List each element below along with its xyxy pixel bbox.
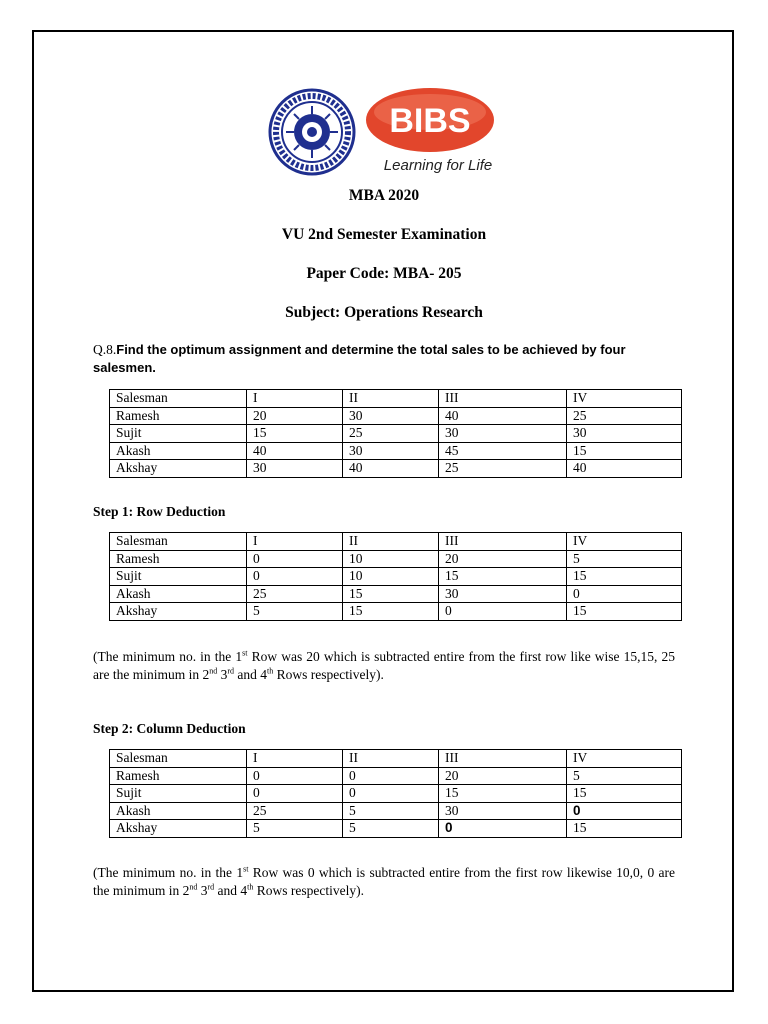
table-cell: 5: [567, 767, 682, 785]
table-cell: 40: [343, 460, 439, 478]
question-text: [93, 341, 678, 377]
note-text: 3: [197, 883, 208, 898]
table-cell: 15: [343, 603, 439, 621]
table-cell-assigned-zero: 0: [567, 802, 682, 820]
question-body: Find the optimum assignment and determine the total sales to be achieved by four salesmen.: [93, 342, 626, 375]
column-deduction-table: [109, 749, 682, 838]
row-deduction-note: [93, 648, 675, 684]
note-text: Rows respectively).: [253, 883, 365, 898]
table-cell: 25: [247, 585, 343, 603]
table-cell: 15: [567, 785, 682, 803]
table-cell: 40: [567, 460, 682, 478]
table-cell: 5: [343, 820, 439, 838]
table-cell: Akash: [110, 585, 247, 603]
table-cell: 5: [247, 820, 343, 838]
step2-heading: Step 2: Column Deduction: [93, 721, 246, 736]
table-cell: 0: [343, 767, 439, 785]
table-cell: I: [247, 750, 343, 768]
table-cell: 0: [247, 550, 343, 568]
table-row: [110, 802, 682, 820]
header-logos: [268, 86, 498, 178]
table-row: [110, 550, 682, 568]
table-cell: 10: [343, 568, 439, 586]
question-number: Q.8.: [93, 342, 117, 357]
note-text: and 4: [214, 883, 248, 898]
table-cell: 0: [247, 785, 343, 803]
table-cell: 30: [439, 425, 567, 443]
table-cell: 30: [343, 407, 439, 425]
note-text: and 4: [234, 667, 268, 682]
table-cell: Akshay: [110, 820, 247, 838]
table-cell: 15: [567, 568, 682, 586]
note-text: Rows respectively).: [273, 667, 384, 682]
table-cell: 30: [247, 460, 343, 478]
table-cell: 25: [439, 460, 567, 478]
table-cell: II: [343, 750, 439, 768]
subject-value: Operations Research: [344, 304, 483, 321]
table-cell: Ramesh: [110, 550, 247, 568]
table-cell: Ramesh: [110, 767, 247, 785]
table-cell: I: [247, 533, 343, 551]
table-cell: Sujit: [110, 568, 247, 586]
table-header-row: [110, 750, 682, 768]
bibs-tagline: Learning for Life: [383, 157, 493, 174]
bibs-logo-text: BIBS: [389, 102, 471, 140]
note-superscript: rd: [207, 882, 215, 892]
table-row: [110, 568, 682, 586]
table-cell: 15: [439, 568, 567, 586]
table-cell: 25: [343, 425, 439, 443]
note-superscript: th: [247, 882, 254, 892]
table-cell: 5: [567, 550, 682, 568]
table-row: [110, 425, 682, 443]
table-cell: 0: [567, 585, 682, 603]
table-cell-assigned-zero: 0: [439, 820, 567, 838]
table-cell: 20: [439, 767, 567, 785]
table-row: [110, 442, 682, 460]
table-cell: 30: [439, 802, 567, 820]
table-cell: 15: [247, 425, 343, 443]
bibs-logo: [364, 86, 498, 178]
table-cell: II: [343, 533, 439, 551]
table-row: [110, 603, 682, 621]
table-cell: Salesman: [110, 533, 247, 551]
exam-name-title: VU 2nd Semester Examination: [281, 226, 487, 243]
table-cell: Akash: [110, 802, 247, 820]
table-cell: 15: [567, 442, 682, 460]
table-cell: Akshay: [110, 603, 247, 621]
table-cell: 30: [439, 585, 567, 603]
subject-label: Subject:: [285, 304, 341, 321]
note-text: 3: [217, 667, 228, 682]
column-deduction-note: [93, 864, 675, 900]
note-superscript: st: [243, 864, 249, 874]
table-cell: 0: [439, 603, 567, 621]
table-cell: IV: [567, 533, 682, 551]
subject-line: [0, 304, 768, 322]
table-header-row: [110, 533, 682, 551]
table-cell: Salesman: [110, 390, 247, 408]
note-superscript: nd: [189, 882, 198, 892]
table-cell: 45: [439, 442, 567, 460]
paper-code-title: Paper Code: MBA- 205: [306, 265, 462, 282]
note-superscript: th: [267, 666, 274, 676]
table-cell: II: [343, 390, 439, 408]
table-cell: 15: [343, 585, 439, 603]
note-text: Row was 20 which is subtracted entire from the first row like wise 15,15, 25 are the minimum in 2: [93, 649, 675, 682]
table-row: [110, 785, 682, 803]
sales-table: [109, 389, 682, 478]
table-row: [110, 407, 682, 425]
table-row: [110, 460, 682, 478]
table-cell: I: [247, 390, 343, 408]
note-superscript: st: [242, 648, 248, 658]
table-cell: IV: [567, 390, 682, 408]
note-text: Row was 0 which is subtracted entire from the first row likewise 10,0, 0 are the minimum in 2: [93, 865, 676, 898]
note-superscript: nd: [209, 666, 218, 676]
table-cell: III: [439, 533, 567, 551]
table-row: [110, 820, 682, 838]
table-cell: Akshay: [110, 460, 247, 478]
note-text: (The minimum no. in the 1: [93, 649, 243, 664]
table-cell: 20: [247, 407, 343, 425]
table-cell: 30: [343, 442, 439, 460]
row-deduction-table: [109, 532, 682, 621]
table-cell: Sujit: [110, 785, 247, 803]
table-cell: III: [439, 750, 567, 768]
table-header-row: [110, 390, 682, 408]
step1-heading: Step 1: Row Deduction: [93, 504, 226, 519]
table-cell: Ramesh: [110, 407, 247, 425]
table-cell: 20: [439, 550, 567, 568]
table-cell: IV: [567, 750, 682, 768]
table-cell: 15: [567, 603, 682, 621]
table-cell: 25: [247, 802, 343, 820]
table-cell: 5: [247, 603, 343, 621]
table-row: [110, 585, 682, 603]
table-cell: 25: [567, 407, 682, 425]
exam-year-title: MBA 2020: [348, 187, 420, 204]
table-cell: 15: [439, 785, 567, 803]
table-cell: 10: [343, 550, 439, 568]
table-cell: Akash: [110, 442, 247, 460]
table-cell: 30: [567, 425, 682, 443]
table-cell: 15: [567, 820, 682, 838]
table-cell: III: [439, 390, 567, 408]
table-row: [110, 767, 682, 785]
table-cell: 40: [439, 407, 567, 425]
university-seal-logo: [268, 88, 356, 176]
note-superscript: rd: [227, 666, 235, 676]
table-cell: 0: [247, 767, 343, 785]
note-text: (The minimum no. in the 1: [93, 865, 244, 880]
table-cell: 0: [343, 785, 439, 803]
table-cell: 40: [247, 442, 343, 460]
table-cell: 5: [343, 802, 439, 820]
table-cell: Sujit: [110, 425, 247, 443]
table-cell: Salesman: [110, 750, 247, 768]
table-cell: 0: [247, 568, 343, 586]
